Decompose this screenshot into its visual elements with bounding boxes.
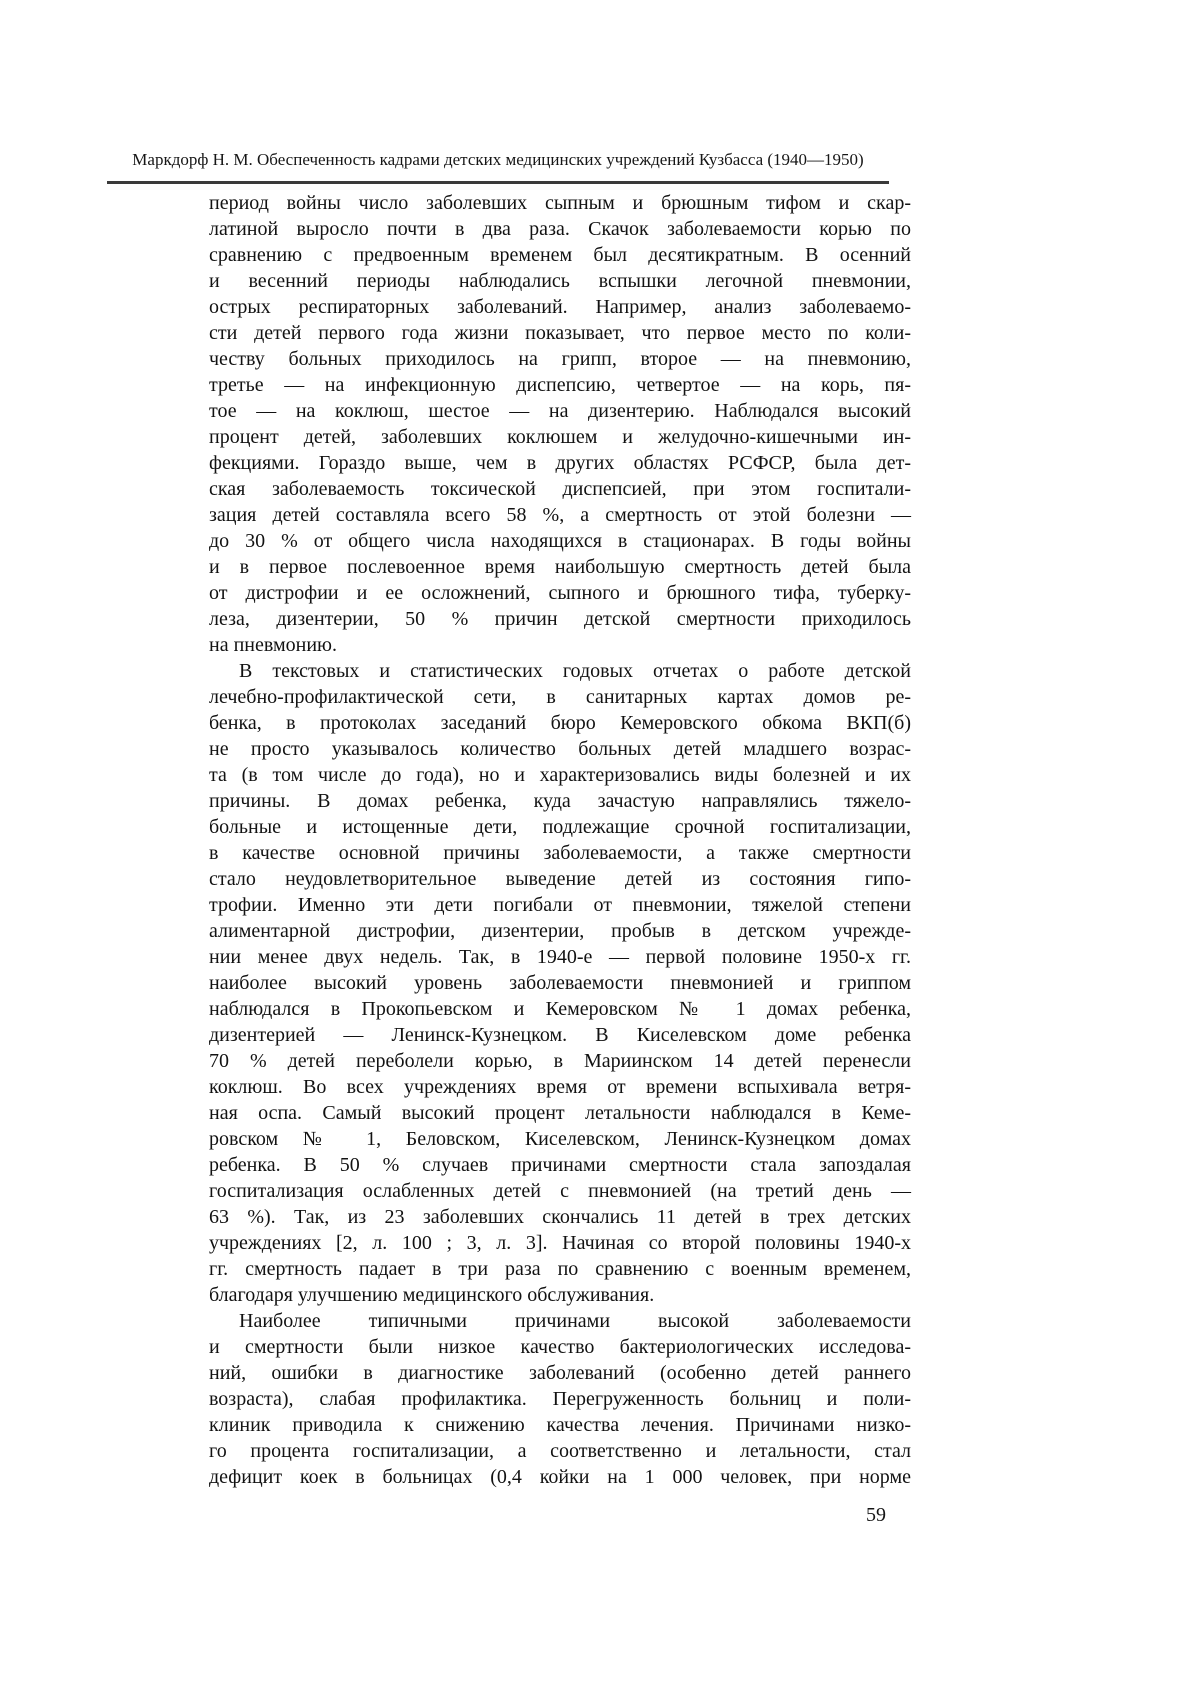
text-line: наблюдался в Прокопьевском и Кемеровском № 1 домах ребенка, [209,998,911,1020]
text-line: 63 %). Так, из 23 заболевших скончались 11 детей в трех детских [209,1206,911,1228]
text-line: сти детей первого года жизни показывает, что первое место по коли- [209,322,911,344]
text-line: ровском № 1, Беловском, Киселевском, Ленинск-Кузнецком домах [209,1128,911,1150]
text-line: госпитализация ослабленных детей с пневмонией (на третий день — [209,1180,911,1202]
text-line: честву больных приходилось на грипп, второе — на пневмонию, [209,348,911,370]
page-number: 59 [866,1504,886,1526]
text-line: в качестве основной причины заболеваемости, а также смертности [209,842,911,864]
text-line: клиник приводила к снижению качества лечения. Причинами низко- [209,1414,911,1436]
text-line: го процента госпитализации, а соответственно и летальности, стал [209,1440,911,1462]
text-line: от дистрофии и ее осложнений, сыпного и брюшного тифа, туберку- [209,582,911,604]
running-head-title: Маркдорф Н. М. Обеспеченность кадрами детских медицинских учреждений Кузбасса (1940—1950) [132,150,864,169]
text-line: больные и истощенные дети, подлежащие срочной госпитализации, [209,816,911,838]
text-line: третье — на инфекционную диспепсию, четвертое — на корь, пя- [209,374,911,396]
text-line: возраста), слабая профилактика. Перегруженность больниц и поли- [209,1388,911,1410]
text-line: та (в том числе до года), но и характеризовались виды болезней и их [209,764,911,786]
text-line: дефицит коек в больницах (0,4 койки на 1 000 человек, при норме [209,1466,911,1488]
paragraph [209,1308,911,1490]
text-line: на пневмонию. [209,634,337,656]
text-line: сравнению с предвоенным временем был десятикратным. В осенний [209,244,911,266]
text-line: бенка, в протоколах заседаний бюро Кемеровского обкома ВКП(б) [209,712,911,734]
text-line: Наиболее типичными причинами высокой заболеваемости [239,1310,911,1332]
text-line: наиболее высокий уровень заболеваемости пневмонией и гриппом [209,972,911,994]
text-line: зация детей составляла всего 58 %, а смертность от этой болезни — [209,504,911,526]
text-line: 70 % детей переболели корью, в Мариинском 14 детей перенесли [209,1050,911,1072]
text-line: тое — на коклюш, шестое — на дизентерию. Наблюдался высокий [209,400,911,422]
text-line: процент детей, заболевших коклюшем и желудочно-кишечными ин- [209,426,911,448]
text-line: дизентерией — Ленинск-Кузнецком. В Киселевском доме ребенка [209,1024,911,1046]
text-line: благодаря улучшению медицинского обслуживания. [209,1284,655,1306]
page-body [209,190,911,1490]
text-line: ная оспа. Самый высокий процент летальности наблюдался в Кеме- [209,1102,911,1124]
text-line: ребенка. В 50 % случаев причинами смертности стала запоздалая [209,1154,911,1176]
text-line: леза, дизентерии, 50 % причин детской смертности приходилось [209,608,911,630]
text-line: латиной выросло почти в два раза. Скачок заболеваемости корью по [209,218,911,240]
text-line: и в первое послевоенное время наибольшую смертность детей была [209,556,911,578]
text-line: не просто указывалось количество больных детей младшего возрас- [209,738,911,760]
text-line: период войны число заболевших сыпным и брюшным тифом и скар- [209,192,911,214]
text-line: ний, ошибки в диагностике заболеваний (особенно детей раннего [209,1362,911,1384]
text-line: ская заболеваемость токсической диспепсией, при этом госпитали- [209,478,911,500]
text-line: фекциями. Гораздо выше, чем в других областях РСФСР, была дет- [209,452,911,474]
text-line: до 30 % от общего числа находящихся в стационарах. В годы войны [209,530,911,552]
text-line: учреждениях [2, л. 100 ; 3, л. 3]. Начиная со второй половины 1940-х [209,1232,911,1254]
text-line: трофии. Именно эти дети погибали от пневмонии, тяжелой степени [209,894,911,916]
paragraph [209,190,911,658]
text-line: В текстовых и статистических годовых отчетах о работе детской [239,660,911,682]
text-line: лечебно-профилактической сети, в санитарных картах домов ре- [209,686,911,708]
text-line: алиментарной дистрофии, дизентерии, пробыв в детском учрежде- [209,920,911,942]
text-line: стало неудовлетворительное выведение детей из состояния гипо- [209,868,911,890]
text-line: причины. В домах ребенка, куда зачастую направлялись тяжело- [209,790,911,812]
text-line: и смертности были низкое качество бактериологических исследова- [209,1336,911,1358]
text-line: гг. смертность падает в три раза по сравнению с военным временем, [209,1258,911,1280]
text-line: коклюш. Во всех учреждениях время от времени вспыхивала ветря- [209,1076,911,1098]
paragraph [209,658,911,1308]
text-line: острых респираторных заболеваний. Например, анализ заболеваемо- [209,296,911,318]
text-line: и весенний периоды наблюдались вспышки легочной пневмонии, [209,270,911,292]
text-line: нии менее двух недель. Так, в 1940-е — первой половине 1950-х гг. [209,946,911,968]
header-rule [107,181,889,184]
